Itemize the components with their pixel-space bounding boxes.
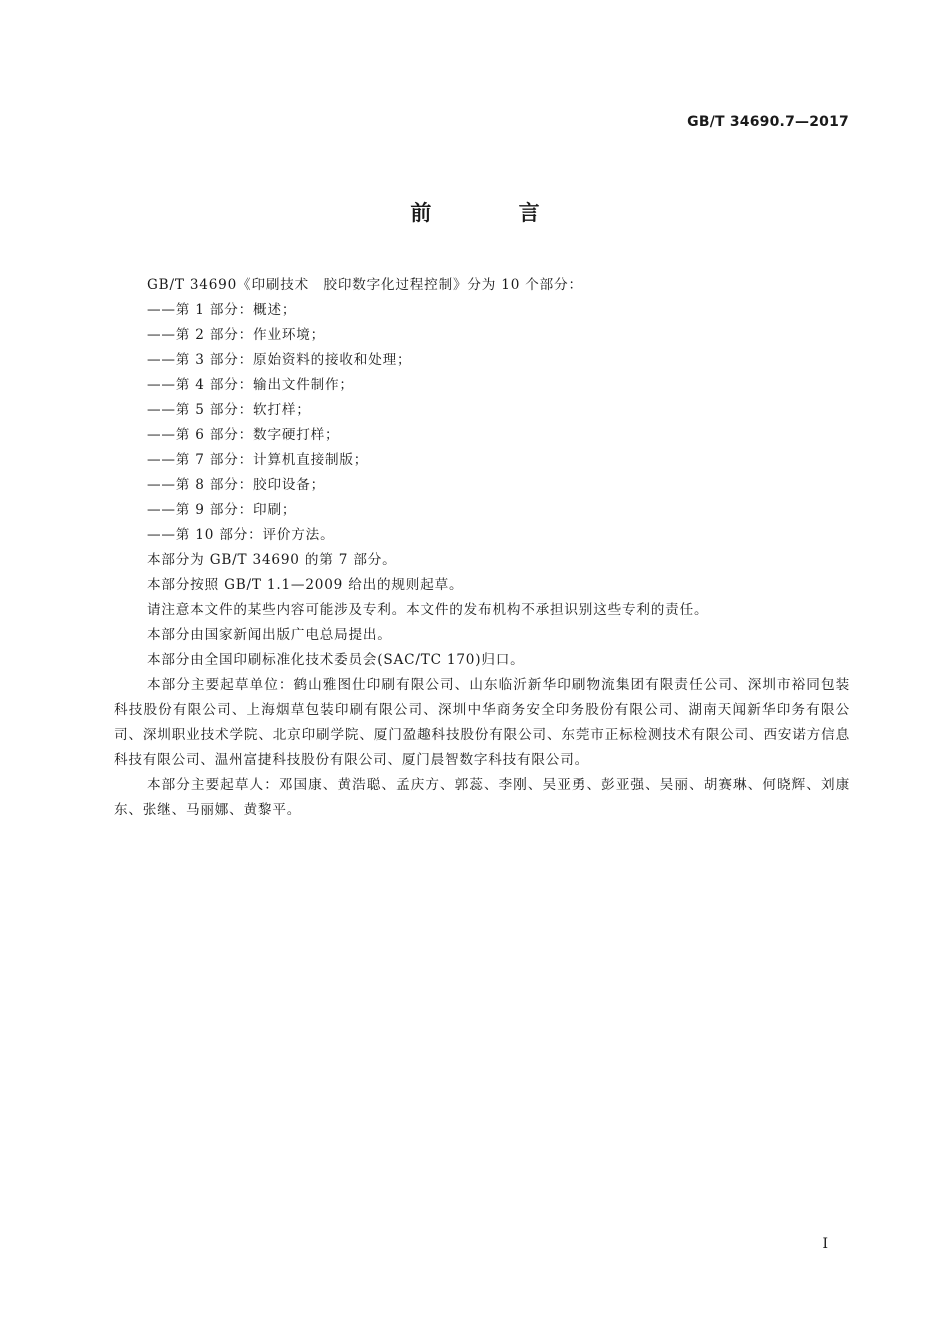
- list-item: ——第 1 部分：概述；: [147, 302, 297, 318]
- paragraph-patent-notice: 请注意本文件的某些内容可能涉及专利。本文件的发布机构不承担识别这些专利的责任。: [147, 602, 709, 618]
- list-item: ——第 4 部分：输出文件制作；: [147, 377, 354, 393]
- list-item: ——第 2 部分：作业环境；: [147, 327, 326, 343]
- standard-number: GB/T 34690.7—2017: [687, 114, 849, 130]
- list-item: ——第 3 部分：原始资料的接收和处理；: [147, 352, 412, 368]
- parts-list: [114, 298, 850, 548]
- paragraph-drafting-units: 本部分主要起草单位：鹤山雅图仕印刷有限公司、山东临沂新华印刷物流集团有限责任公司、深圳市裕同包装科技股份有限公司、上海烟草包装印刷有限公司、深圳中华商务安全印务股份有限公司、湖南天闻新华印务有限公司、深圳职业技术学院、北京印刷学院、厦门盈趣科技股份有限公司、东莞市正标检测技术有限公司、西安诺方信息科技有限公司、温州富捷科技股份有限公司、厦门晨智数字科技有限公司。: [114, 677, 850, 768]
- intro-paragraph: GB/T 34690《印刷技术 胶印数字化过程控制》分为 10 个部分：: [147, 277, 583, 293]
- document-body: [114, 273, 850, 823]
- list-item: ——第 5 部分：软打样；: [147, 402, 311, 418]
- paragraph-part-statement: 本部分为 GB/T 34690 的第 7 部分。: [147, 552, 397, 568]
- paragraph-drafting-rules: 本部分按照 GB/T 1.1—2009 给出的规则起草。: [147, 577, 464, 593]
- page-number: I: [822, 1236, 828, 1252]
- list-item: ——第 8 部分：胶印设备；: [147, 477, 326, 493]
- list-item: ——第 7 部分：计算机直接制版；: [147, 452, 369, 468]
- paragraph-proposer: 本部分由国家新闻出版广电总局提出。: [147, 627, 392, 643]
- paragraph-drafters: 本部分主要起草人：邓国康、黄浩聪、孟庆方、郭蕊、李刚、吴亚勇、彭亚强、吴丽、胡赛琳、何晓辉、刘康东、张继、马丽娜、黄黎平。: [114, 777, 850, 818]
- page-title: 前 言: [410, 201, 580, 225]
- list-item: ——第 6 部分：数字硬打样；: [147, 427, 340, 443]
- list-item: ——第 9 部分：印刷；: [147, 502, 297, 518]
- list-item: ——第 10 部分：评价方法。: [147, 527, 335, 543]
- paragraph-committee: 本部分由全国印刷标准化技术委员会(SAC/TC 170)归口。: [147, 652, 525, 668]
